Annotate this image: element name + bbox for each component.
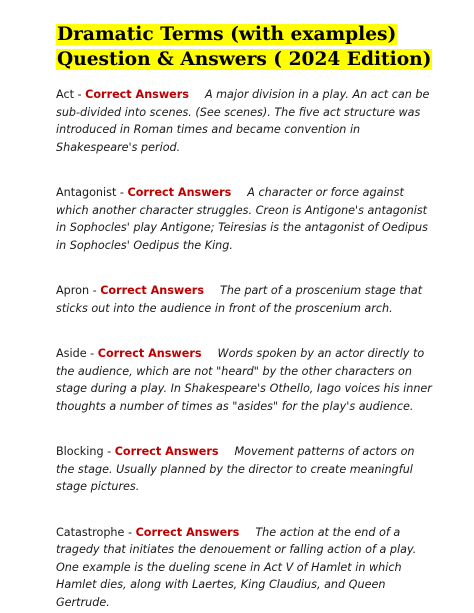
correct-answers-label: Correct Answers <box>135 525 240 539</box>
term-definition: The action at the end of a tragedy that initiates the denouement or falling action of a play. One example is the dueling scene in Act V of Hamlet in which Hamlet dies, along with Laertes, King Claudius, and Queen Gertrude. <box>56 525 417 609</box>
term-name: Act <box>56 88 74 101</box>
correct-answers-label: Correct Answers <box>100 284 204 297</box>
term-definition: A major division in a play. An act can be sub-divided into scenes. (See scenes). The five act structure was introduced in Roman times and became convention in Shakespeare's period. <box>56 88 430 154</box>
term-definition: The part of a proscenium stage that sticks out into the audience in front of the proscenium arch. <box>56 284 423 315</box>
terms-list <box>56 86 434 611</box>
correct-answers-label: Correct Answers <box>85 88 189 101</box>
term-definition: Movement patterns of actors on the stage. Usually planned by the director to create meaningful stage pictures. <box>56 445 415 493</box>
term-name: Antagonist <box>56 186 117 199</box>
term-definition: Words spoken by an actor directly to the audience, which are not "heard" by the other characters on stage during a play. In Shakespeare's Othello, Iago voices his inner thoughts a number of times as "asides" for the play's audience. <box>56 347 432 413</box>
term-separator: - <box>89 284 101 297</box>
correct-answers-label: Correct Answers <box>114 445 219 458</box>
term-entry-antagonist <box>56 184 434 254</box>
term-separator: - <box>86 347 98 360</box>
term-name: Aside <box>56 347 87 360</box>
term-name: Blocking <box>56 445 104 458</box>
term-entry-catastrophe <box>56 524 434 612</box>
correct-answers-label: Correct Answers <box>127 186 232 199</box>
title-highlight: Dramatic Terms (with examples) Question & Answers ( 2024 Edition) <box>57 24 432 70</box>
term-entry-blocking <box>56 443 434 496</box>
term-entry-act <box>56 86 434 156</box>
document-title <box>56 22 434 72</box>
term-name: Apron <box>56 284 90 297</box>
term-separator: - <box>103 445 115 458</box>
correct-answers-label: Correct Answers <box>97 347 202 360</box>
term-separator: - <box>116 186 128 199</box>
term-entry-apron <box>56 282 434 317</box>
term-name: Catastrophe <box>56 525 125 539</box>
term-definition: A character or force against which another character struggles. Creon is Antigone's antagonist in Sophocles' play Antigone; Teiresias is the antagonist of Oedipus in Sophocles' Oedipus the King. <box>56 186 428 252</box>
term-separator: - <box>74 88 86 101</box>
term-separator: - <box>124 525 136 539</box>
term-entry-aside <box>56 345 434 415</box>
